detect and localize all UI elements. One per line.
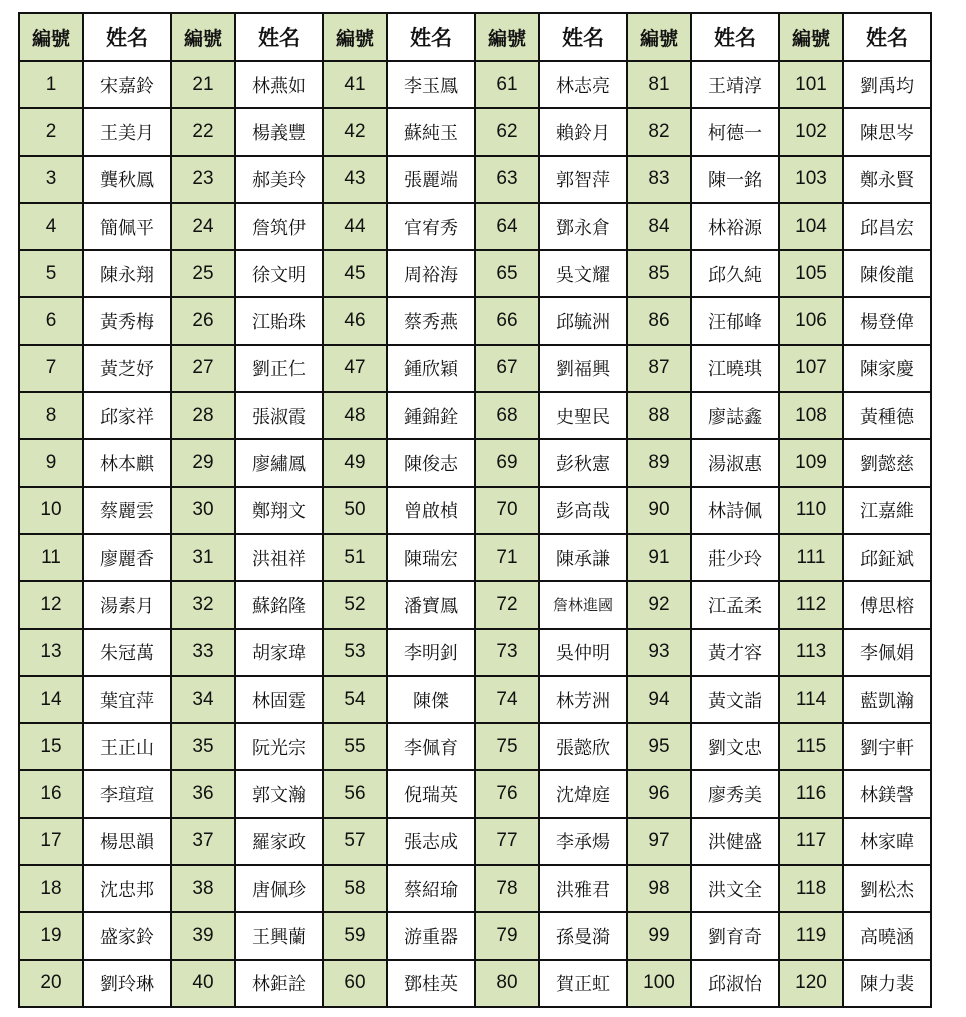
name-cell: 林本麒: [83, 439, 171, 486]
number-cell: 95: [627, 723, 691, 770]
number-cell: 105: [779, 250, 843, 297]
table-row: [19, 818, 931, 865]
roster-table-container: [18, 12, 932, 1008]
table-row: [19, 865, 931, 912]
name-cell: 鄧桂英: [387, 960, 475, 1007]
name-cell: 劉禹均: [843, 61, 931, 108]
name-cell: 林鉅詮: [235, 960, 323, 1007]
name-cell: 劉玲琳: [83, 960, 171, 1007]
number-cell: 17: [19, 818, 83, 865]
header-number-label: 編號: [779, 13, 843, 61]
number-cell: 59: [323, 912, 387, 959]
name-cell: 楊義豐: [235, 108, 323, 155]
name-cell: 張志成: [387, 818, 475, 865]
number-cell: 62: [475, 108, 539, 155]
number-cell: 80: [475, 960, 539, 1007]
name-cell: 鍾欣穎: [387, 345, 475, 392]
name-cell: 劉福興: [539, 345, 627, 392]
name-cell: 羅家政: [235, 818, 323, 865]
name-cell: 劉宇軒: [843, 723, 931, 770]
name-cell: 廖麗香: [83, 534, 171, 581]
table-row: [19, 439, 931, 486]
number-cell: 101: [779, 61, 843, 108]
name-cell: 洪文全: [691, 865, 779, 912]
number-cell: 21: [171, 61, 235, 108]
number-cell: 75: [475, 723, 539, 770]
name-cell: 賀正虹: [539, 960, 627, 1007]
name-cell: 王正山: [83, 723, 171, 770]
number-cell: 73: [475, 629, 539, 676]
number-cell: 115: [779, 723, 843, 770]
number-cell: 83: [627, 156, 691, 203]
name-cell: 廖秀美: [691, 770, 779, 817]
name-cell: 游重器: [387, 912, 475, 959]
name-cell: 高曉涵: [843, 912, 931, 959]
name-cell: 江曉琪: [691, 345, 779, 392]
name-cell: 沈忠邦: [83, 865, 171, 912]
name-cell: 湯淑惠: [691, 439, 779, 486]
name-cell: 詹筑伊: [235, 203, 323, 250]
number-cell: 4: [19, 203, 83, 250]
table-row: [19, 345, 931, 392]
number-cell: 106: [779, 297, 843, 344]
number-cell: 34: [171, 676, 235, 723]
name-cell: 黃種德: [843, 392, 931, 439]
table-row: [19, 392, 931, 439]
name-cell: 李承煬: [539, 818, 627, 865]
name-cell: 林詩佩: [691, 487, 779, 534]
number-cell: 48: [323, 392, 387, 439]
number-cell: 87: [627, 345, 691, 392]
number-cell: 61: [475, 61, 539, 108]
number-cell: 86: [627, 297, 691, 344]
number-cell: 119: [779, 912, 843, 959]
header-number-label: 編號: [627, 13, 691, 61]
name-cell: 林鎂謦: [843, 770, 931, 817]
number-cell: 89: [627, 439, 691, 486]
name-cell: 邱毓洲: [539, 297, 627, 344]
number-cell: 28: [171, 392, 235, 439]
name-cell: 汪郁峰: [691, 297, 779, 344]
number-cell: 23: [171, 156, 235, 203]
number-cell: 60: [323, 960, 387, 1007]
number-cell: 47: [323, 345, 387, 392]
name-cell: 李玉鳳: [387, 61, 475, 108]
number-cell: 92: [627, 581, 691, 628]
number-cell: 44: [323, 203, 387, 250]
number-cell: 112: [779, 581, 843, 628]
name-cell: 陳俊志: [387, 439, 475, 486]
header-name-label: 姓名: [387, 13, 475, 61]
name-cell: 宋嘉鈴: [83, 61, 171, 108]
table-row: [19, 960, 931, 1007]
number-cell: 84: [627, 203, 691, 250]
name-cell: 陳力裴: [843, 960, 931, 1007]
name-cell: 簡佩平: [83, 203, 171, 250]
number-cell: 109: [779, 439, 843, 486]
number-cell: 99: [627, 912, 691, 959]
name-cell: 陳瑞宏: [387, 534, 475, 581]
number-cell: 39: [171, 912, 235, 959]
name-cell: 林固霆: [235, 676, 323, 723]
number-cell: 37: [171, 818, 235, 865]
name-cell: 李瑄瑄: [83, 770, 171, 817]
name-cell: 阮光宗: [235, 723, 323, 770]
name-cell: 劉正仁: [235, 345, 323, 392]
name-cell: 鍾錦銓: [387, 392, 475, 439]
header-number-label: 編號: [323, 13, 387, 61]
name-cell: 楊登偉: [843, 297, 931, 344]
name-cell: 邱久純: [691, 250, 779, 297]
name-cell: 江孟柔: [691, 581, 779, 628]
name-cell: 邱鉦斌: [843, 534, 931, 581]
name-cell: 張懿欣: [539, 723, 627, 770]
number-cell: 3: [19, 156, 83, 203]
name-cell: 陳承謙: [539, 534, 627, 581]
number-cell: 5: [19, 250, 83, 297]
number-cell: 29: [171, 439, 235, 486]
number-cell: 8: [19, 392, 83, 439]
name-cell: 邱昌宏: [843, 203, 931, 250]
number-cell: 68: [475, 392, 539, 439]
number-cell: 1: [19, 61, 83, 108]
number-cell: 113: [779, 629, 843, 676]
table-row: [19, 629, 931, 676]
number-cell: 111: [779, 534, 843, 581]
number-cell: 35: [171, 723, 235, 770]
number-cell: 78: [475, 865, 539, 912]
name-cell: 藍凱瀚: [843, 676, 931, 723]
name-cell: 邱家祥: [83, 392, 171, 439]
number-cell: 102: [779, 108, 843, 155]
name-cell: 史聖民: [539, 392, 627, 439]
name-cell: 林燕如: [235, 61, 323, 108]
number-cell: 13: [19, 629, 83, 676]
name-cell: 龔秋鳳: [83, 156, 171, 203]
number-cell: 107: [779, 345, 843, 392]
name-cell: 李佩娟: [843, 629, 931, 676]
number-cell: 82: [627, 108, 691, 155]
name-cell: 鄭永賢: [843, 156, 931, 203]
roster-table: [18, 12, 932, 1008]
table-row: [19, 676, 931, 723]
number-cell: 16: [19, 770, 83, 817]
number-cell: 117: [779, 818, 843, 865]
header-number-label: 編號: [171, 13, 235, 61]
name-cell: 沈煒庭: [539, 770, 627, 817]
number-cell: 67: [475, 345, 539, 392]
number-cell: 66: [475, 297, 539, 344]
number-cell: 70: [475, 487, 539, 534]
number-cell: 57: [323, 818, 387, 865]
number-cell: 114: [779, 676, 843, 723]
table-row: [19, 156, 931, 203]
number-cell: 38: [171, 865, 235, 912]
name-cell: 黃芝妤: [83, 345, 171, 392]
name-cell: 洪雅君: [539, 865, 627, 912]
table-row: [19, 912, 931, 959]
table-row: [19, 534, 931, 581]
name-cell: 廖誌鑫: [691, 392, 779, 439]
number-cell: 94: [627, 676, 691, 723]
name-cell: 張淑霞: [235, 392, 323, 439]
name-cell: 黃秀梅: [83, 297, 171, 344]
name-cell: 郭智萍: [539, 156, 627, 203]
name-cell: 葉宜萍: [83, 676, 171, 723]
name-cell: 唐佩珍: [235, 865, 323, 912]
number-cell: 91: [627, 534, 691, 581]
number-cell: 56: [323, 770, 387, 817]
number-cell: 32: [171, 581, 235, 628]
number-cell: 53: [323, 629, 387, 676]
number-cell: 25: [171, 250, 235, 297]
name-cell: 洪健盛: [691, 818, 779, 865]
name-cell: 陳一銘: [691, 156, 779, 203]
number-cell: 46: [323, 297, 387, 344]
header-number-label: 編號: [475, 13, 539, 61]
number-cell: 51: [323, 534, 387, 581]
number-cell: 81: [627, 61, 691, 108]
name-cell: 周裕海: [387, 250, 475, 297]
name-cell: 湯素月: [83, 581, 171, 628]
number-cell: 45: [323, 250, 387, 297]
header-row: [19, 13, 931, 61]
number-cell: 22: [171, 108, 235, 155]
name-cell: 李佩育: [387, 723, 475, 770]
table-row: [19, 61, 931, 108]
number-cell: 85: [627, 250, 691, 297]
table-row: [19, 723, 931, 770]
name-cell: 彭秋憲: [539, 439, 627, 486]
header-number-label: 編號: [19, 13, 83, 61]
name-cell: 孫曼漪: [539, 912, 627, 959]
name-cell: 曾啟楨: [387, 487, 475, 534]
number-cell: 40: [171, 960, 235, 1007]
number-cell: 79: [475, 912, 539, 959]
name-cell: 王靖淳: [691, 61, 779, 108]
name-cell: 蔡紹瑜: [387, 865, 475, 912]
number-cell: 93: [627, 629, 691, 676]
name-cell: 徐文明: [235, 250, 323, 297]
name-cell: 劉育奇: [691, 912, 779, 959]
number-cell: 43: [323, 156, 387, 203]
header-name-label: 姓名: [691, 13, 779, 61]
name-cell: 廖繡鳳: [235, 439, 323, 486]
name-cell: 林裕源: [691, 203, 779, 250]
name-cell: 江嘉維: [843, 487, 931, 534]
name-cell: 江貽珠: [235, 297, 323, 344]
header-name-label: 姓名: [235, 13, 323, 61]
name-cell: 林芳洲: [539, 676, 627, 723]
table-row: [19, 581, 931, 628]
number-cell: 116: [779, 770, 843, 817]
name-cell: 朱冠萬: [83, 629, 171, 676]
name-cell: 王興蘭: [235, 912, 323, 959]
name-cell: 郭文瀚: [235, 770, 323, 817]
number-cell: 88: [627, 392, 691, 439]
header-name-label: 姓名: [843, 13, 931, 61]
name-cell: 陳永翔: [83, 250, 171, 297]
number-cell: 64: [475, 203, 539, 250]
number-cell: 54: [323, 676, 387, 723]
number-cell: 103: [779, 156, 843, 203]
name-cell: 洪祖祥: [235, 534, 323, 581]
name-cell: 李明釗: [387, 629, 475, 676]
number-cell: 6: [19, 297, 83, 344]
name-cell: 詹林進國: [539, 581, 627, 628]
number-cell: 36: [171, 770, 235, 817]
number-cell: 100: [627, 960, 691, 1007]
name-cell: 邱淑怡: [691, 960, 779, 1007]
number-cell: 31: [171, 534, 235, 581]
name-cell: 吳文耀: [539, 250, 627, 297]
number-cell: 49: [323, 439, 387, 486]
name-cell: 盛家鈴: [83, 912, 171, 959]
number-cell: 65: [475, 250, 539, 297]
name-cell: 陳家慶: [843, 345, 931, 392]
number-cell: 42: [323, 108, 387, 155]
number-cell: 2: [19, 108, 83, 155]
number-cell: 50: [323, 487, 387, 534]
number-cell: 108: [779, 392, 843, 439]
header-name-label: 姓名: [539, 13, 627, 61]
name-cell: 吳仲明: [539, 629, 627, 676]
name-cell: 林家暐: [843, 818, 931, 865]
name-cell: 倪瑞英: [387, 770, 475, 817]
name-cell: 陳俊龍: [843, 250, 931, 297]
number-cell: 97: [627, 818, 691, 865]
name-cell: 官宥秀: [387, 203, 475, 250]
table-row: [19, 250, 931, 297]
name-cell: 陳傑: [387, 676, 475, 723]
table-row: [19, 770, 931, 817]
number-cell: 118: [779, 865, 843, 912]
number-cell: 41: [323, 61, 387, 108]
name-cell: 黃才容: [691, 629, 779, 676]
number-cell: 30: [171, 487, 235, 534]
number-cell: 55: [323, 723, 387, 770]
table-row: [19, 108, 931, 155]
number-cell: 19: [19, 912, 83, 959]
name-cell: 陳思岑: [843, 108, 931, 155]
number-cell: 77: [475, 818, 539, 865]
name-cell: 郝美玲: [235, 156, 323, 203]
number-cell: 33: [171, 629, 235, 676]
name-cell: 林志亮: [539, 61, 627, 108]
table-row: [19, 297, 931, 344]
table-row: [19, 487, 931, 534]
number-cell: 110: [779, 487, 843, 534]
number-cell: 63: [475, 156, 539, 203]
name-cell: 楊思韻: [83, 818, 171, 865]
number-cell: 14: [19, 676, 83, 723]
name-cell: 黃文詣: [691, 676, 779, 723]
name-cell: 劉文忠: [691, 723, 779, 770]
number-cell: 104: [779, 203, 843, 250]
name-cell: 劉懿慈: [843, 439, 931, 486]
number-cell: 74: [475, 676, 539, 723]
number-cell: 12: [19, 581, 83, 628]
number-cell: 71: [475, 534, 539, 581]
table-row: [19, 203, 931, 250]
name-cell: 彭高哉: [539, 487, 627, 534]
number-cell: 15: [19, 723, 83, 770]
name-cell: 王美月: [83, 108, 171, 155]
name-cell: 莊少玲: [691, 534, 779, 581]
number-cell: 11: [19, 534, 83, 581]
name-cell: 胡家瑋: [235, 629, 323, 676]
number-cell: 120: [779, 960, 843, 1007]
number-cell: 18: [19, 865, 83, 912]
name-cell: 蔡秀燕: [387, 297, 475, 344]
name-cell: 張麗端: [387, 156, 475, 203]
name-cell: 劉松杰: [843, 865, 931, 912]
name-cell: 鄭翔文: [235, 487, 323, 534]
number-cell: 24: [171, 203, 235, 250]
number-cell: 69: [475, 439, 539, 486]
name-cell: 蘇銘隆: [235, 581, 323, 628]
name-cell: 傅思榕: [843, 581, 931, 628]
number-cell: 10: [19, 487, 83, 534]
number-cell: 9: [19, 439, 83, 486]
number-cell: 20: [19, 960, 83, 1007]
number-cell: 58: [323, 865, 387, 912]
number-cell: 52: [323, 581, 387, 628]
name-cell: 柯德一: [691, 108, 779, 155]
name-cell: 蔡麗雲: [83, 487, 171, 534]
number-cell: 72: [475, 581, 539, 628]
number-cell: 90: [627, 487, 691, 534]
name-cell: 蘇純玉: [387, 108, 475, 155]
name-cell: 潘寶鳳: [387, 581, 475, 628]
number-cell: 7: [19, 345, 83, 392]
number-cell: 76: [475, 770, 539, 817]
number-cell: 27: [171, 345, 235, 392]
name-cell: 鄧永倉: [539, 203, 627, 250]
number-cell: 98: [627, 865, 691, 912]
name-cell: 賴鈴月: [539, 108, 627, 155]
header-name-label: 姓名: [83, 13, 171, 61]
number-cell: 26: [171, 297, 235, 344]
number-cell: 96: [627, 770, 691, 817]
